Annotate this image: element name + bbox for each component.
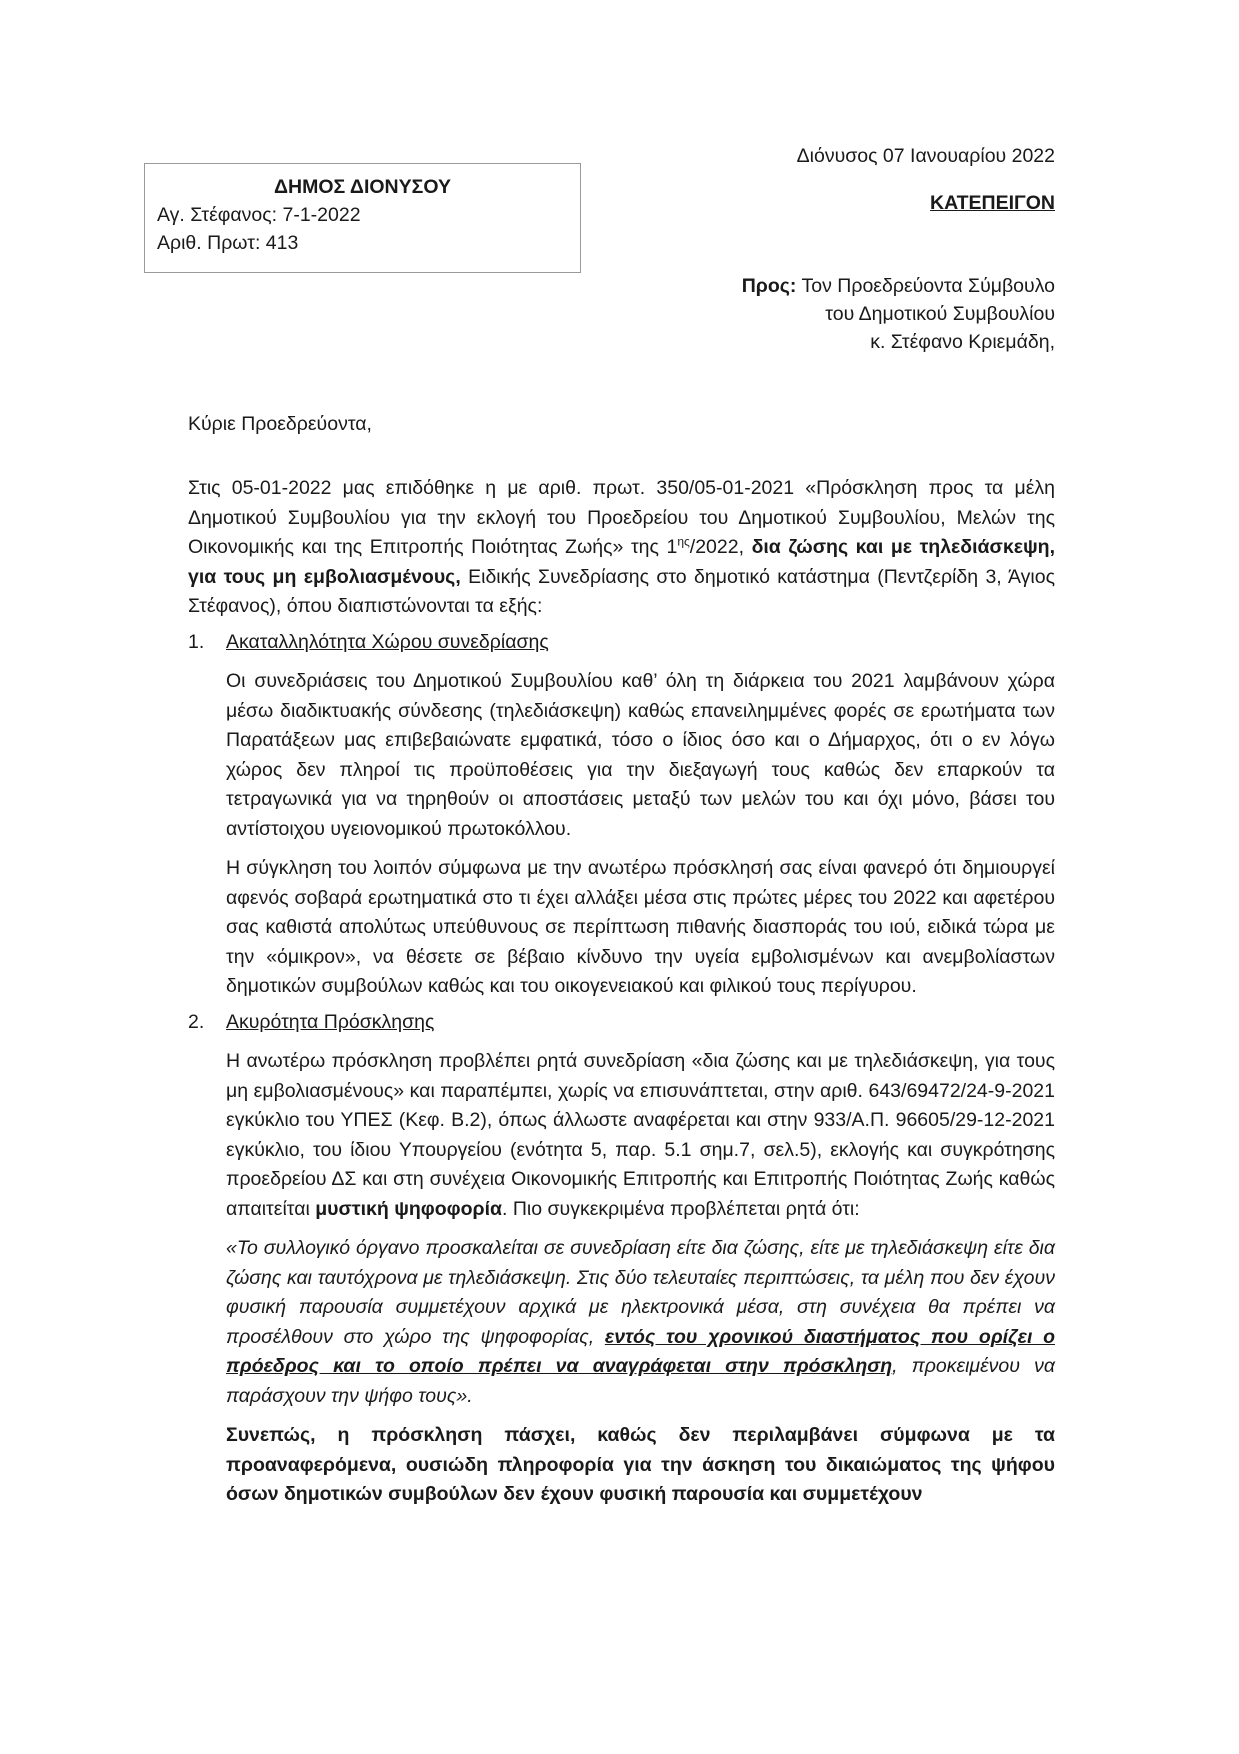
- intro-superscript: ης: [677, 534, 690, 549]
- section-2-heading: [188, 1008, 1055, 1038]
- recipient-label: Προς:: [741, 275, 797, 297]
- section-2-paragraph-1: [226, 1047, 1055, 1224]
- quote-end: , προκειμένου να παράσχουν την ψήφο τους».: [226, 1355, 1055, 1407]
- letter-date: Διόνυσος 07 Ιανουαρίου 2022: [796, 145, 1055, 167]
- intro-text-1: Στις 05-01-2022 μας επιδόθηκε η με αριθ. πρωτ. 350/05-01-2021 «Πρόσκληση προς τα μέλη Δημοτικού Συμβουλίου για την εκλογή του Προεδρείου του Δημοτικού Συμβουλίου, Μελών της Οικονομικής και της Επιτροπής Ποιότητας Ζωής» της 1: [188, 477, 1055, 558]
- section-1-heading: [188, 628, 1055, 658]
- letter-body: [188, 474, 1055, 1510]
- recipient-block: [742, 272, 1055, 356]
- intro-text-2: /2022,: [689, 536, 752, 558]
- section-1-title: Ακαταλληλότητα Χώρου συνεδρίασης: [226, 630, 549, 653]
- section-2-p1-end: . Πιο συγκεκριμένα προβλέπεται ρητά ότι:: [502, 1197, 860, 1220]
- municipality-stamp-box: [144, 163, 581, 273]
- urgent-label: ΚΑΤΕΠΕΙΓΟΝ: [930, 192, 1055, 214]
- recipient-name-line: Τον Προεδρεύοντα Σύμβουλο: [801, 275, 1055, 297]
- section-2-title: Ακυρότητα Πρόσκλησης: [226, 1010, 435, 1033]
- section-2-number: 2.: [188, 1010, 205, 1033]
- section-1-paragraph-1: Οι συνεδριάσεις του Δημοτικού Συμβουλίου καθ’ όλη τη διάρκεια του 2021 λαμβάνουν χώρα μέσω διαδικτυακής σύνδεσης (τηλεδιάσκεψη) καθώς επανειλημμένες φορές σε ερωτήματα των Παρατάξεων μας επιβεβαιώνατε εμφατικά, τόσο ο ίδιος όσο και ο Δήμαρχος, ότι ο εν λόγω χώρος δεν πληροί τις προϋποθέσεις για την διεξαγωγή τους καθώς δεν επαρκούν τα τετραγωνικά για να τηρηθούν οι αποστάσεις μεταξύ των μελών του και όχι μόνο, βάσει του αντίστοιχου υγειονομικού πρωτοκόλλου.: [226, 670, 1055, 840]
- section-2-body: [226, 1047, 1055, 1510]
- conclusion-paragraph: Συνεπώς, η πρόσκληση πάσχει, καθώς δεν περιλαμβάνει σύμφωνα με τα προαναφερόμενα, ουσιώδη πληροφορία για την άσκηση του δικαιώματος της ψήφου όσων δημοτικών συμβούλων δεν έχουν φυσική παρουσία και συμμετέχουν: [226, 1424, 1055, 1505]
- intro-paragraph: [188, 474, 1055, 622]
- recipient-line-3: κ. Στέφανο Κριεμάδη,: [870, 331, 1055, 353]
- recipient-line-2: του Δημοτικού Συμβουλίου: [825, 303, 1055, 325]
- circular-quote: [226, 1234, 1055, 1411]
- quote-emphasis: εντός του χρονικού διαστήματος που ορίζει ο πρόεδρος και το οποίο πρέπει να αναγράφεται στην πρόσκληση: [226, 1325, 1055, 1377]
- salutation: Κύριε Προεδρεύοντα,: [188, 413, 372, 435]
- stamp-location-date: Αγ. Στέφανος: 7-1-2022: [157, 204, 361, 226]
- intro-text-3: Ειδικής Συνεδρίασης στο δημοτικό κατάστημα (Πεντζερίδη 3, Άγιος Στέφανος), όπου διαπιστώνονται τα εξής:: [188, 565, 1055, 617]
- intro-bold: δια ζώσης και με τηλεδιάσκεψη, για τους μη εμβολιασμένους,: [188, 536, 1056, 588]
- section-1-paragraph-2: Η σύγκληση του λοιπόν σύμφωνα με την ανωτέρω πρόσκλησή σας είναι φανερό ότι δημιουργεί αφενός σοβαρά ερωτηματικά στο τι έχει αλλάξει μέσα στις πρώτες μέρες του 2022 και αφετέρου σας καθιστά απολύτως υπεύθυνους σε περίπτωση πιθανής διασποράς του ιού, ειδικά τώρα με την «όμικρον», να θέσετε σε βέβαιο κίνδυνο την υγεία εμβολισμένων και ανεμβολίαστων δημοτικών συμβούλων καθώς και του οικογενειακού και φιλικού τους περίγυρου.: [226, 857, 1055, 997]
- organization-name: ΔΗΜΟΣ ΔΙΟΝΥΣΟΥ: [274, 176, 451, 198]
- section-1-body: [226, 667, 1055, 1002]
- secret-ballot-bold: μυστική ψηφοφορία: [315, 1197, 502, 1220]
- recipient-line-1: [742, 272, 1055, 300]
- section-2-p1-text: Η ανωτέρω πρόσκληση προβλέπει ρητά συνεδρίαση «δια ζώσης και με τηλεδιάσκεψη, για τους μη εμβολιασμένους» και παραπέμπει, χωρίς να επισυνάπτεται, στην αριθ. 643/69472/24-9-2021 εγκύκλιο του ΥΠΕΣ (Κεφ. Β.2), όπως άλλωστε αναφέρεται και στην 933/Α.Π. 96605/29-12-2021 εγκύκλιο, του ίδιου Υπουργείου (ενότητα 5, παρ. 5.1 σημ.7, σελ.5), εκλογής και συγκρότησης προεδρείου ΔΣ και στη συνέχεια Οικονομικής Επιτροπής και Επιτροπής Ποιότητας Ζωής καθώς απαιτείται: [226, 1050, 1055, 1220]
- stamp-protocol-number: Αριθ. Πρωτ: 413: [157, 232, 299, 254]
- section-1-number: 1.: [188, 630, 205, 653]
- quote-text: «Το συλλογικό όργανο προσκαλείται σε συνεδρίαση είτε δια ζώσης, είτε με τηλεδιάσκεψη είτε δια ζώσης και ταυτόχρονα με τηλεδιάσκεψη. Στις δύο τελευταίες περιπτώσεις, τα μέλη που δεν έχουν φυσική παρουσία συμμετέχουν αρχικά με ηλεκτρονικά μέσα, στη συνέχεια θα πρέπει να προσέλθουν στο χώρο της ψηφοφορίας,: [226, 1237, 1055, 1348]
